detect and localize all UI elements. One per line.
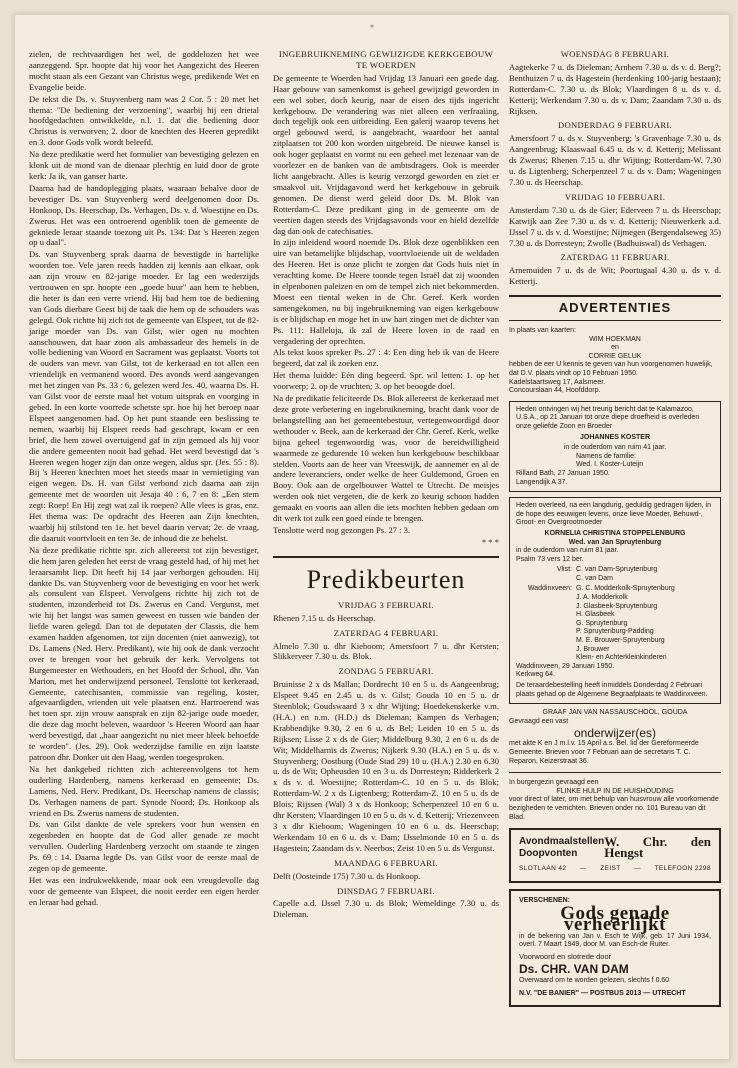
day-heading: DINSDAG 7 FEBRUARI. (337, 885, 435, 896)
day-heading: ZONDAG 5 FEBRUARI. (338, 666, 434, 677)
day-heading: DONDERDAG 9 FEBRUARI. (558, 120, 672, 131)
ad-age: in de ouderdom van ruim 81 jaar. (516, 547, 619, 555)
ad-product: Avondmaalstellen (519, 836, 605, 848)
ad-name: WIM HOEKMAN (589, 335, 641, 343)
page-mark: * (370, 23, 374, 32)
divider (509, 320, 721, 321)
day-schedule: Aagtekerke 7 u. ds Dieleman; Arnhem 7.30 u. ds v. d. Berg?; Benthuizen 7 u. ds Hagestein (herdenking 100-jarig bestaan); Rotterdam-C. 7.30 u. ds Blok; Vlaardingen 8 u. ds v. d. Ketterij; Werkendam 7.30 u. ds v. Dam; Zaandam 7.30 u. ds Rijksen. (509, 61, 721, 116)
ad-place: Waddinxveen, 29 Januari 1950. (516, 662, 615, 670)
ad-place: Rilland Bath, 27 Januari 1950. (516, 469, 610, 477)
ad-psalm: Psalm 73 vers 12 ber. (516, 555, 584, 563)
day-schedule: Delft (Oosteinde 175) 7.30 u. ds Honkoop. (273, 870, 421, 881)
ad-body: Heden overleed, na een langdurig, geduldig gedragen lijden, in de hope des eeuwigen levens, onze lieve Moeder, Behuwd-, Groot- en Overgrootmoeder (516, 502, 711, 527)
ad-name: JOHANNES KOSTER (579, 433, 650, 441)
ad-funeral: De teraardebestelling heeft inmiddels Donderdag 2 Februari plaats gehad op de Algemene Begraafplaats te Waddinxveen. (516, 682, 708, 698)
column-3 (509, 49, 721, 1013)
col1-paragraph: Ds. van Stuyvenberg sprak daarna de bevestigde in hartelijke woorden toe. Vele jaren reeds hadden zij kennis aan elkaar, ook aan zijn vrouw en 82-jarige moeder. Er lag een wederzijds vertrouwen en spr. hoopte een „goede buur" aan hem te hebben, die heter is dan een verre vriend. Hij bad hem toe de bediening van Gods dierbare Geest bij de taak die hem op de schouders was gelegd. Ook richtte hij zich tot de gemeente van Elspeet, tot de 82-jarige moeder van Ds. van Gilst, wier ogen nu mochten aanschouwen, dat haar zoon als ambassadeur des hemels in de volle bediening van Woord en Sacrament was geplaatst. Voorts tot de ouders van mevr. van Gilst, tot de kerkeraad en tot allen een vriendelijk en vermanend woord. Des avonds werd aangevangen met het zingen van Ps. 33 : 6, gelezen werd Jes. 40, waarna Ds. H. van Gilst voor de eerste maal het votum uitsprak en voorging in gebed. In een korte voorrede schetste spr. hoe hij het beroep naar Elspeet aangenomen had. Op het punt staande een beslissing te nemen, waarbij hij Elspeet reeds had geschrapt, kwam er een brief, die hem zowel overtuigend gaf in zijn gemoed als hij voor die andere gemeenten nooit had gehad. Het werd bevestigd dat 's Heeren wegen hoger zijn dan onze wegen, aldus spr. (Jes. 55 : 8). Bij 's Heeren knechten moet het steeds maar in vernietiging van eigen wegen. Ds. H. van Gilst verbond zich daarna aan zijn gemeente met de woorden uit Jesaja 40 : 6, 7 en 8: „Een stem zegt: Roep! En Hij zegt wat zal ik roepen? Alle vlees is gras, enz. Het thema was: De opdracht des Heeren aan Zijn knechten, waarbij hij stilstond ten 1e. het bevel daarin vervat; 2e. de vraag, die daaruit voortvloeit en ten 3e. de inhoud die ze behelst. (29, 249, 259, 543)
column-1 (29, 49, 259, 909)
ad-place-label: Waddinxveen: (527, 585, 572, 593)
ad-name: CORRIE GELUK (588, 352, 642, 360)
day-schedule: Rhenen 7.15 u. ds Heerschap. (273, 612, 376, 623)
day-schedule: Amsterdam 7.30 u. ds de Gier; Ederveen 7 u. ds Heerschap; Katwijk aan Zee 7.30 u. ds v. d. Ketterij; Nieuwerkerk a.d. IJssel 7 u. ds v. d. Woestijne; Nijmegen (Bergendalseweg 35) 7.30 u. ds Dorresteyn; Zwolle (Badhuiswal) ds Verhagen. (509, 204, 721, 248)
ad-relative: C. van Dam-Spruytenburg (576, 566, 658, 574)
day-schedule: Almelo 7.30 u. dhr Kieboom; Amersfoort 7 u. dhr Kersten; Slikkerveer 7.30 u. ds. Blok. (273, 640, 499, 662)
ad-name: KORNELIA CHRISTINA STOPPELENBURG (544, 529, 686, 537)
col1-paragraph: Na het dankgebed richtten zich achtereenvolgens tot hem ouderling Hardenberg, namens kerkeraad en gemeente; Ds. Lamens, Ned. Herv. Predikant, Ds. Heerschap namens de classis; Ds. Verhagen namens de part. Synode Noord; Ds. Honkoop als vriend en Ds. Zwerus namens de studenten. (29, 763, 259, 818)
ad-relative: Klein- en Achterkleinkinderen (576, 654, 667, 662)
ad-relative: J. Glasbeek-Spruytenburg (576, 602, 658, 610)
ad-relative: M. E. Brouwer-Spruytenburg (576, 637, 665, 645)
ad-body: Heden ontvingen wij het treurig bericht dat te Kalamazoo, U.S.A., op 21 Januari tot onze diepe droefheid is overleden onze geliefde Zoon en Broeder (516, 405, 700, 430)
col1-paragraph: De tekst die Ds. v. Stuyvenberg nam was 2 Cor. 5 : 20 met het thema: "De bediening der verzoening", waarbij hij een drietal hoofdgedachten ontwikkelde, n.l. 1. dat die bediening door Christus is verworven; 2. door de knechten des Heeren gepredikt en 3. door Gods volk wordt beleefd. (29, 93, 259, 148)
ad-address: Kadelstaartsweg 17, Aalsmeer. (509, 378, 606, 386)
ad-relative: J. Brouwer (576, 645, 610, 653)
day-heading: MAANDAG 6 FEBRUARI. (334, 857, 438, 868)
ad-title: onderwijzer(es) (573, 726, 657, 741)
ad-address: SLOTLAAN 42 (519, 865, 567, 873)
col1-paragraph: Ds. van Gilst dankte de vele sprekers voor hun wensen en zegenbeden en hoopte dat de God aller genade ze mocht vervullen. Ouderling Hardenberg verzocht om staande te zingen Ps. 69 : 14. Daarna legde Ds. van Gilst voor de eerste maal de zegen op de gemeente. (29, 819, 259, 874)
col2-paragraph: In zijn inleidend woord noemde Ds. Blok deze ogenblikken een uire van betamelijke blijdschap, voortvloeiende uit de weldaden des Heeren. Het is onze plicht te zorgen dat Gods huis niet in verachting kome. De Heere toonde tegen Israël dat zij woonden in elpenbonen paleizen en om de tempel zich niet bekommerden. Moest een tiental weken in de Chr. Geref. Kerk worden samengekomen, nu bij ingebruikneming van eigen kerkgebouw is er blijdschap en moge het in uw hart zingen met de dichter van Ps. 111: Halleluja, ik zal de Heere loven in de raad en vergadering der oprechten. (273, 237, 499, 346)
ad-foreword: Voorwoord en slotrede door (519, 951, 612, 961)
day-schedule: Bruinisse 2 x ds Mallan; Dordrecht 10 en 5 u. ds Aangeenbrug; Elspeet 9.45 en 2.45 u. ds v. Gilst; Gouda 10 en 5 u. dr Steenblok; Goudswaard 3 x dhr Wijting; Hoedekenskerke v.m. (H.A.) en n.m. (H.D.) ds Dieleman; Kampen ds Verhagen; Krabbendijke 9.30, 2 en 6 u. ds Bel; Leiden 10 en 5 u. ds Rijksen; Lisse 2 x ds de Gier; Middelburg 9.30, 2 en 6 u. ds de Wit; Middelharnis ds Zwerus; Nijkerk 9.30 (H.A.) en 5 u. ds v. Stuyvenberg; Oostburg (Oude Stad 29) 10 u. (H.A.) 2.30 en 6.30 u. ds de Wit; Opheusden 10 en 3 u. ds Dorresteyn; Ridderkerk 2 x ds v. d. Woestijne; Rotterdam-C. 10 en 5 u. ds Blok; Rotterdam-W. 2 x ds Ligtenberg; Rotterdam-Z. 10 en 5 u. ds de Blois; Rijssen (Wal) 3 x ds Honkoop; Scherpenzeel 10 en 6 u. dhr Kersten; Vlaardingen 10 en 5 u. ds v. d. Ketterij; Vriezenveen 3 x dhr Kieboom; Wageningen 10 en 6 u. ds. Heerschap; Werkendam 10 en 6 u. ds v. Dam; IJsselmonde 10 en 5 u. ds Hagestein; Zaandam ds v. Neerbos; Zeist 10 en 5 u. ds Vergunst. (273, 679, 499, 853)
ad-address: Concourslaan 44, Hoofddorp. (509, 387, 601, 395)
day-heading: ZATERDAG 4 FEBRUARI. (333, 627, 439, 638)
ad-school: GRAAF JAN VAN NASSAUSCHOOL, GOUDA (542, 709, 688, 717)
col1-paragraph: Na deze predikatie richtte spr. zich allereerst tot zijn bevestiger, die hem jaren geleden het eerst de vraag gesteld had, of hij met het leraarsambt liep. Dit heeft hij 14 jaar verborgen gehouden. Hij dankte Ds. van Stuyvenberg voor de bevestiging en voor het werk als consulent van Elspeet. Vervolgens richtte hij zich tot de studenten, inzonderheid tot Ds. Zwerus en Cand. Vergunst, met wie hij het langst was samen geweest en tussen wie banden der liefde waren gelegd. Dan tot de deputaten der Classis, die hem examen hadden afgenomen, tot zijn docenten (niet aanwezig), tot Ds. Lamens (Ned. Herv. Predikant), wie hij ook de dank verzocht over te brengen voor het gebruik der kerk. Vervolgens tot Burgemeester en Wethouders, en het Hoofd der School, dhr. Van Marion, met het onderwijzend personeel. Tenslotte tot kerkeraad, Gemeente, catechisanten, commissie van regeling, koster, afgevaardigden, vrienden uit vele plaatsen enz. Hartroerend was het toen spr. zijn vrouw aansprak en zijn 82-jarige oude moeder, die deze dag mocht beleven, waardoor 's Heeren Woord aan haar werd bevestigd, dat „haar aangezicht nu niet meer bleek behoefde te worden". (Jes. 29). Ook wederzijdse familie en zijn laatste patroon dhr. Donker uit den Haag, werden toegesproken. (29, 544, 259, 762)
ad-phone: TELEFOON 2298 (654, 865, 711, 873)
ad-request: Gevraagd een vast (509, 717, 569, 725)
ad-publisher: N.V. "DE BANIER" — POSTBUS 2013 — UTRECHT (519, 989, 686, 997)
ad-body: voor direct of later, om met behulp van huisvrouw alle voorkomende bezigheden te verrichten. Brieven onder no. 101 Bureau van dit Blad. (509, 796, 719, 821)
col2-paragraph: Tenslotte werd nog gezongen Ps. 27 : 3. (273, 524, 411, 535)
day-schedule: Arnemuiden 7 u. ds de Wit; Poortugaal 4.30 u. ds v. d. Ketterij. (509, 265, 721, 287)
col2-paragraph: Als tekst koos spreker Ps. 27 : 4: Een ding heb ik van de Heere begeerd, dat zal ik zoeken enz. (273, 347, 499, 369)
ad-relative: C. van Dam (576, 574, 613, 582)
col1-paragraph: Na deze predikatie werd het formulier van bevestiging gelezen en klonk uit de mond van de dienaar plechtig en luid door de grote kerk: Ja ik, van ganser harte. (29, 149, 259, 181)
ad-relative: H. Glasbeek (576, 611, 615, 619)
ad-author: Ds. CHR. VAN DAM (519, 961, 629, 976)
divider (509, 772, 721, 773)
divider (509, 295, 721, 297)
ad-wedding (509, 327, 721, 396)
day-heading: ZATERDAG 11 FEBRUARI. (560, 252, 670, 263)
day-heading: VRIJDAG 3 FEBRUARI. (338, 599, 434, 610)
divider (273, 556, 499, 558)
separator-stars: * * * (481, 536, 499, 547)
ad-city: ZEIST (600, 865, 621, 873)
col2-paragraph: De gemeente te Woerden had Vrijdag 13 Januari een goede dag. Haar gebouw van samenkomst is geheel gewijzigd geworden in een wel sober, doch keurig, naar de eisen des tijds ingericht kerkgebouw. De verandering was niet alleen een verfraaiing, doch tegelijk ook een uitbreiding. Een galerij waarop tevens het orgel gebouwd werd, is aangebracht, waardoor het aantal zitplaatsen tot 200 kon worden uitgebreid. De nieuwe kansel is ook hoger geplaatst en vormt nu een geheel met lezenaar van de voorlezer en de banken van de ambtsdragers. Ook is meerder licht aangebracht. Alles is keurig verzorgd geworden en ziet er smaakvol uit. Vrijdagavond werd het kerkgebouw in gebruik genomen. De dienst werd geleid door Ds. M. Blok van Rotterdam-C. Deze predikant ging in de gemeente om de veertien dagen steeds des Vrijdagsavonds voor en hield dezelfde dag dan ook de catechisaties. (273, 72, 499, 236)
col2-paragraph: Na de predikatie feliciteerde Ds. Blok allereerst de kerkeraad met deze grote verbetering en ingebruikneming, bracht dank voor de belangstelling aan het gemeentebestuur, vertegenwoordigd door wethouder v. Beek, aan de kerkeraad der Chr. Geref. Kerk, welke bijna geheel tegenwoordig was, voor de bereidwilligheid waarmede ze gedurende 10 weken hun kerkgebouw beschikbaar stelden. Voorts aan de heer van Vreeswijk, de aannemer en al de andere leveranciers, onder welke de heer Guldemond, Groen en Booy. Ook aan de orgelbouwer Wattel te Utrecht. De meisjes werden ook niet vergeten, die de kerk zo keurig schoon hadden gemaakt en voorts aan allen die iets mochten hebben gedaan om dit werk tot zulk een goed einde te brengen. (273, 393, 499, 524)
ad-widow: Wed. van Jan Spruytenburg (568, 538, 662, 546)
col1-paragraph: Daarna had de handoplegging plaats, waaraan behalve door de bevestiger Ds. van Stuyvenberg werd deelgenomen door Ds. Honkoop, Ds. Heerschap, Ds. Verhagen, Ds. v. d. Woestijne en Ds. Zwerus. Het was een ontroerend ogenblik toen de gemeente de gekniede leraar staande toezong uit Ps. 134: Dat 's Heeren zegen op u daal". (29, 182, 259, 248)
ad-price: Overwaard om te worden gelezen, slechts f 0.60 (519, 976, 670, 984)
day-schedule: Amersfoort 7 u. ds v. Stuyvenberg; 's Gravenhage 7.30 u. ds Aangeenbrug; Klaaswaal 6.45 u. ds v. d. Ketterij; Melissant ds Zwerus; Rhenen 7.15 u. dhr Wijting; Rotterdam-W. 7.30 u. ds Ligtenberg; Scherpenzeel 7 u. ds v. Dam; Wageningen 7.30 u. ds Heerschap. (509, 133, 721, 187)
ad-place: Kerkweg 64. (516, 671, 555, 679)
ad-hengst: Avondmaalstellen Doopvonten W. Chr. den Hengst SLOTLAAN 42 — ZEIST — TELEFOON 2298 (509, 828, 721, 883)
ad-relative: G. C. Modderkolk-Spruytenburg (576, 585, 675, 593)
ad-household-help (509, 779, 721, 822)
ad-body: hebben de eer U kennis te geven van hun voorgenomen huwelijk, dat D.V. plaats vindt op 10 Februari 1950. (509, 361, 713, 377)
ad-body: in de bekering van Jan v. Esch te Wijk, geb. 17 Juni 1934, overl. 7 Maart 1949, door M. van Esch-de Ruiter. (519, 932, 711, 949)
ad-relative: G. Spruytenburg (576, 619, 628, 627)
ad-body: met akte K en J m.l.v. 15 April a.s. Bel. lid der Gereformeerde Gemeente. Brieven voor 7 Februari aan de secretaris T. C. Reparon, Keizerstraat 36. (509, 740, 699, 765)
day-heading: WOENSDAG 8 FEBRUARI. (560, 49, 670, 59)
ad-brand: W. Chr. den Hengst (604, 834, 711, 861)
ad-obituary-stoppelenburg (509, 497, 721, 704)
ad-conjunction: en (611, 344, 619, 352)
ad-relative: P. Spruytenburg-Padding (576, 628, 654, 636)
article-heading: INGEBRUIKNEMING GEWIJZIGDE KERKGEBOUW TE WOERDEN (278, 49, 494, 70)
col2-paragraph: Het thema luidde: Eén ding begeerd. Spr. wil letten: 1. op het voorwerp; 2. op de vruchten; 3. op het beoogde doel. (273, 370, 499, 392)
ad-book (509, 889, 721, 1007)
col1-paragraph: Het was een indrukwekkende, maar ook een vreugdevolle dag voor de gemeente van Elspeet, die nooit eerder een eigen herder en leraar had gehad. (29, 874, 259, 907)
day-heading: VRIJDAG 10 FEBRUARI. (564, 191, 666, 202)
ad-obituary-koster (509, 401, 721, 492)
ad-label: VERSCHENEN: (519, 897, 570, 905)
ad-intro: In plaats van kaarten: (509, 327, 576, 335)
ad-relative: J. A. Modderkolk (576, 594, 628, 602)
ad-request: In burgergezin gevraagd een (509, 779, 599, 787)
ad-product: Doopvonten (519, 848, 578, 860)
advertenties-heading: ADVERTENTIES (558, 300, 672, 316)
ad-place: Langendijk A 37. (516, 478, 568, 486)
day-schedule: Capelle a.d. IJssel 7.30 u. ds Blok; Wemeldinge 7.30 u. ds Dieleman. (273, 898, 499, 920)
newspaper-page (14, 14, 730, 1060)
ad-family-label: Namens de familie: (576, 452, 636, 460)
ad-family-name: Wed. I. Koster-Luteijn (576, 461, 644, 469)
column-2 (273, 49, 499, 921)
ad-book-title: Gods genade verheerlijkt (560, 902, 670, 935)
ad-place-label: Vlist: (556, 566, 572, 574)
col1-paragraph: zielen, de rechtvaardigen het wel, de goddelozen het wee aanzeggend. Spr. hoopte dat hij voor het Aangezicht des Heeren mocht staan als een Gezant van Christus wege, predikende Wet en Evangelie beide. (29, 49, 259, 92)
ad-title: FLINKE HULP IN DE HUISHOUDING (556, 787, 674, 795)
section-title-predikbeurten: Predikbeurten (306, 564, 466, 594)
ad-age: in de ouderdom van ruim 41 jaar. (563, 444, 667, 452)
ad-vacancy-teacher (509, 709, 721, 766)
